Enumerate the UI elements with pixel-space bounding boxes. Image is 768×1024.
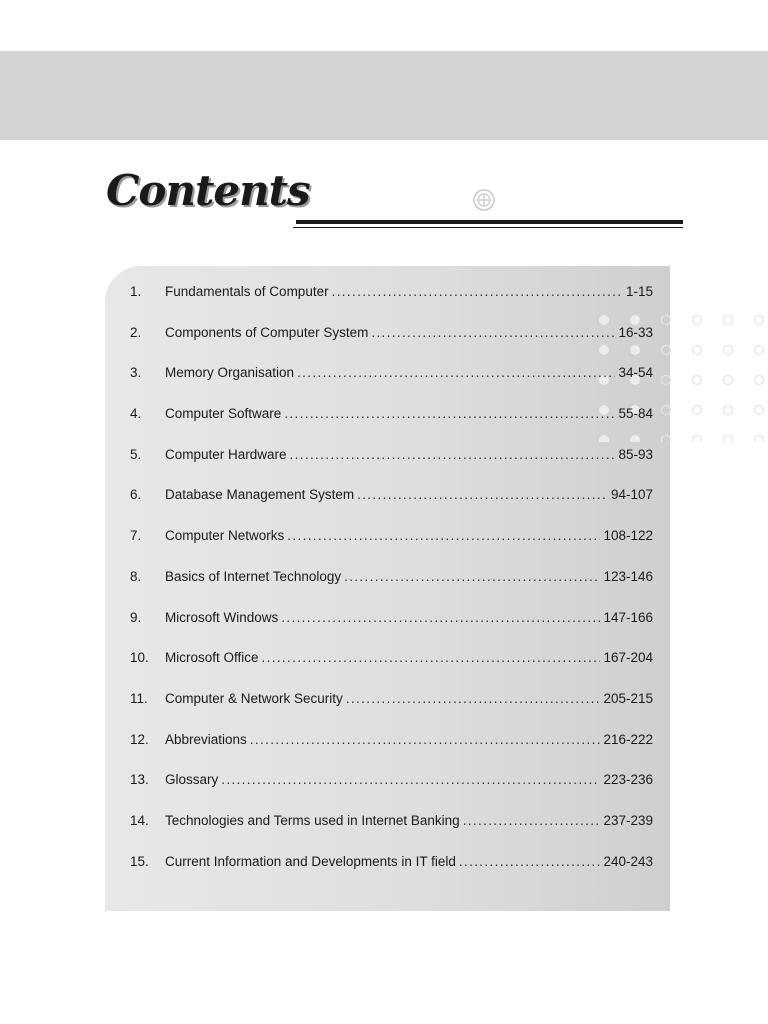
toc-entry-title: Glossary — [165, 772, 219, 788]
toc-entry-leader — [463, 813, 601, 828]
toc-entry-number: 9. — [130, 609, 142, 625]
toc-entry-pages: 123-146 — [603, 568, 653, 584]
toc-entry-title: Technologies and Terms used in Internet Banking — [165, 812, 460, 828]
decorative-dot — [724, 406, 733, 415]
toc-entry-leader — [281, 610, 600, 625]
toc-entry-number: 6. — [130, 487, 142, 503]
toc-entry[interactable] — [130, 650, 653, 691]
decorative-dot — [662, 436, 671, 443]
toc-entry-title: Basics of Internet Technology — [165, 568, 342, 584]
toc-entry-leader — [221, 772, 600, 787]
toc-entry-number: 14. — [130, 812, 149, 828]
decorative-dot — [693, 436, 702, 443]
toc-entry[interactable] — [130, 854, 653, 895]
toc-entry-pages: 223-236 — [603, 772, 653, 788]
toc-entry-pages: 205-215 — [603, 690, 653, 706]
toc-entry-pages: 237-239 — [603, 812, 653, 828]
toc-entry[interactable] — [130, 610, 653, 651]
toc-entry-leader — [332, 284, 623, 299]
toc-entry-pages: 216-222 — [603, 731, 653, 747]
toc-entry-leader — [290, 447, 616, 462]
toc-entry-title: Microsoft Windows — [165, 609, 279, 625]
decorative-dot — [755, 436, 764, 443]
toc-entry-leader — [344, 569, 600, 584]
toc-entry-pages: 16-33 — [618, 324, 653, 340]
toc-entry-number: 4. — [130, 406, 142, 422]
toc-entry-pages: 108-122 — [603, 528, 653, 544]
toc-entry-number: 5. — [130, 446, 142, 462]
toc-entry-leader — [371, 325, 615, 340]
decorative-dot — [662, 346, 671, 355]
decorative-dot — [755, 316, 764, 325]
toc-entry[interactable] — [130, 447, 653, 488]
decorative-dot — [693, 406, 702, 415]
toc-entry-pages: 240-243 — [603, 853, 653, 869]
toc-entry-title: Database Management System — [165, 487, 355, 503]
toc-entry-title: Abbreviations — [165, 731, 247, 747]
toc-entry-number: 15. — [130, 853, 149, 869]
toc-entry-pages: 85-93 — [618, 446, 653, 462]
toc-entry-leader — [250, 732, 601, 747]
toc-entry[interactable] — [130, 772, 653, 813]
decorative-dot — [724, 376, 733, 385]
toc-entry-number: 10. — [130, 650, 149, 666]
toc-entry-leader — [357, 487, 608, 502]
toc-entry-pages: 1-15 — [625, 284, 653, 299]
toc-entry[interactable] — [130, 732, 653, 773]
header-band — [0, 51, 768, 140]
toc-entry-number: 12. — [130, 731, 149, 747]
toc-entry-title: Microsoft Office — [165, 650, 259, 666]
toc-entry-number: 8. — [130, 568, 142, 584]
decorative-dot — [724, 316, 733, 325]
toc-entry-title: Current Information and Developments in IT field — [165, 853, 456, 869]
toc-entry-number: 2. — [130, 324, 142, 340]
toc-entry-title: Fundamentals of Computer — [165, 284, 329, 299]
toc-entry-number: 3. — [130, 365, 142, 381]
decorative-dot — [755, 406, 764, 415]
decorative-dot — [755, 376, 764, 385]
page-title: Contents — [106, 166, 310, 215]
decorative-dot — [724, 436, 733, 443]
decorative-dot — [724, 346, 733, 355]
decorative-dot — [755, 346, 764, 355]
toc-entry-title: Computer & Network Security — [165, 690, 343, 706]
toc-entry-title: Components of Computer System — [165, 324, 369, 340]
decorative-dot — [693, 346, 702, 355]
decorative-dot — [693, 316, 702, 325]
toc-entry-leader — [284, 406, 615, 421]
decorative-dot — [662, 406, 671, 415]
toc-entry-number: 13. — [130, 772, 149, 788]
toc-entry[interactable] — [130, 691, 653, 732]
toc-entry-leader — [346, 691, 601, 706]
toc-entry-number: 1. — [130, 284, 142, 299]
decorative-dot — [693, 376, 702, 385]
toc-entry-leader — [297, 365, 615, 380]
title-underline-thin — [293, 227, 683, 228]
toc-entry[interactable] — [130, 487, 653, 528]
toc-entry-title: Computer Software — [165, 406, 282, 422]
decorative-dot — [662, 376, 671, 385]
toc-entry-pages: 94-107 — [610, 487, 653, 503]
publisher-emblem-icon — [472, 188, 496, 212]
toc-entry-title: Computer Networks — [165, 528, 285, 544]
toc-entry-pages: 55-84 — [618, 406, 653, 422]
toc-entry-title: Computer Hardware — [165, 446, 287, 462]
toc-list — [130, 284, 653, 894]
toc-entry[interactable] — [130, 813, 653, 854]
toc-entry-leader — [262, 650, 601, 665]
toc-entry-pages: 34-54 — [618, 365, 653, 381]
toc-entry[interactable] — [130, 365, 653, 406]
toc-entry-pages: 147-166 — [603, 609, 653, 625]
decorative-dot — [662, 316, 671, 325]
toc-entry-number: 11. — [130, 690, 148, 706]
toc-entry[interactable] — [130, 406, 653, 447]
toc-entry[interactable] — [130, 528, 653, 569]
toc-entry-leader — [287, 528, 600, 543]
title-underline — [296, 220, 683, 224]
toc-entry-pages: 167-204 — [603, 650, 653, 666]
toc-entry-title: Memory Organisation — [165, 365, 295, 381]
toc-entry[interactable] — [130, 325, 653, 366]
toc-entry-leader — [459, 854, 601, 869]
toc-entry[interactable] — [130, 569, 653, 610]
toc-entry-number: 7. — [130, 528, 142, 544]
toc-entry[interactable] — [130, 284, 653, 325]
